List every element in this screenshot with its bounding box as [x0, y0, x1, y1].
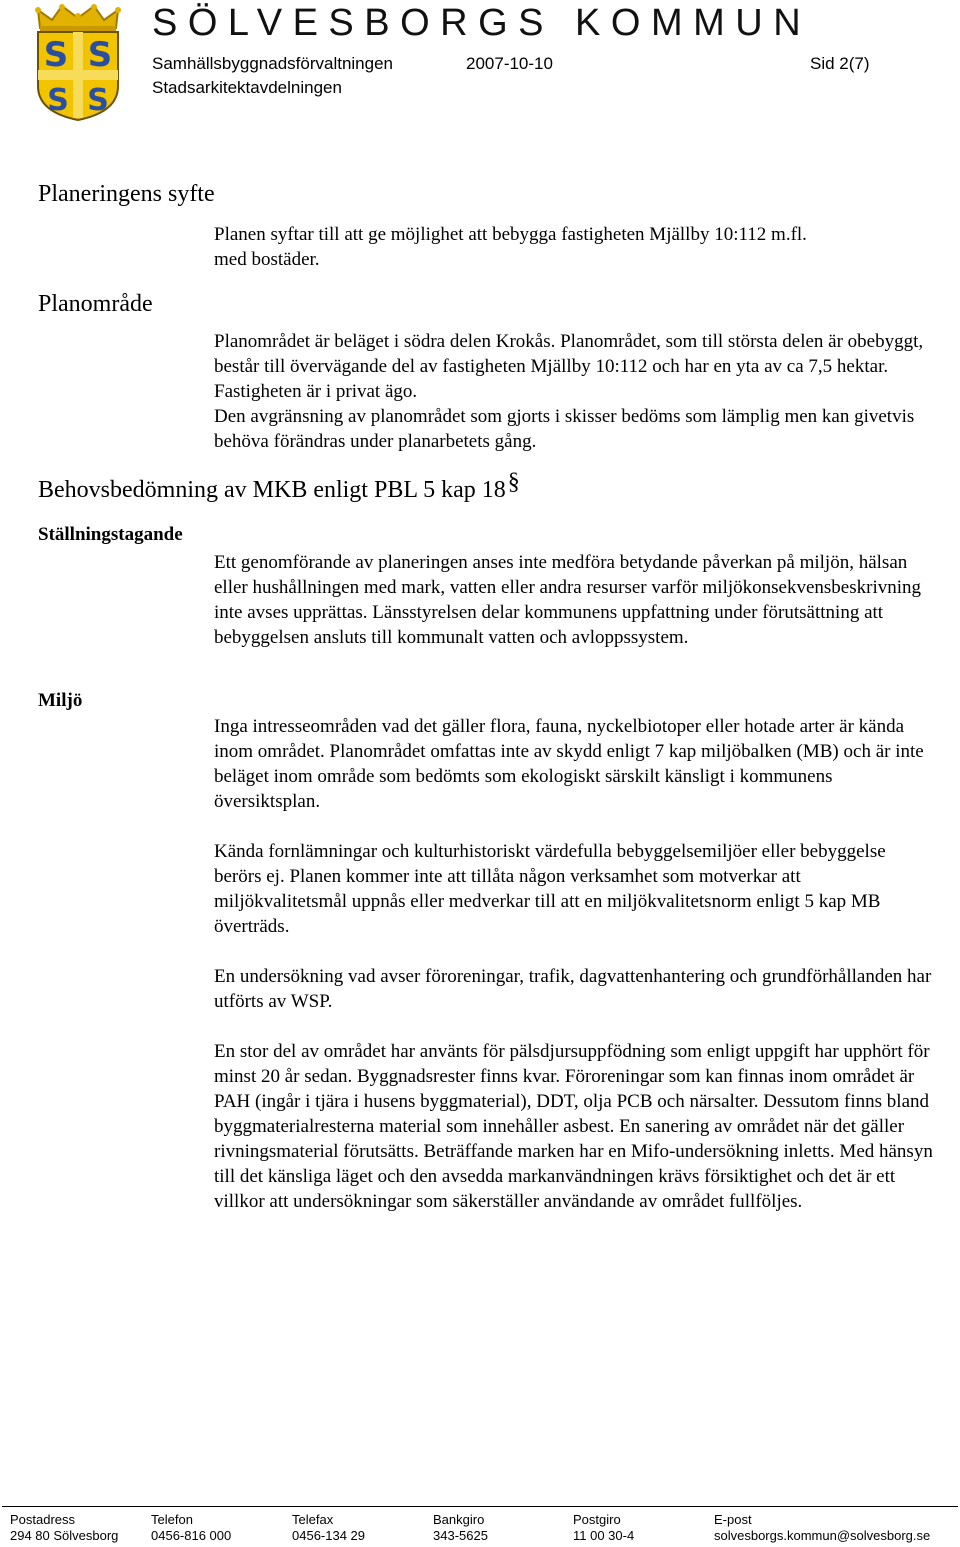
svg-text:S: S — [43, 35, 69, 75]
svg-text:S: S — [87, 35, 113, 75]
planeringens-syfte-paragraph: Planen syftar till att ge möjlighet att bebygga fastigheten Mjällby 10:112 m.fl. med bostäder. — [214, 224, 807, 270]
section-mark: § — [507, 469, 520, 495]
section-title-behovsbedomning — [38, 469, 520, 504]
label-miljo: Miljö — [38, 690, 83, 711]
footer-label-postadress: Postadress — [10, 1512, 76, 1527]
section-title-planeringens-syfte: Planeringens syfte — [38, 181, 215, 207]
miljo-paragraph: Kända fornlämningar och kulturhistoriskt värdefulla bebyggelsemiljöer eller bebyggelse berörs ej. Planen kommer inte att tillåta någon verksamhet som motverkar att miljökvalitetsmål uppnås eller medverkar till att en miljökvalitetsnorm enligt 5 kap MB överträds. — [214, 841, 886, 937]
municipal-crest-icon — [28, 4, 128, 122]
footer-value-telefon: 0456-816 000 — [151, 1528, 232, 1543]
miljo-paragraph: Inga intresseområden vad det gäller flora, fauna, nyckelbiotoper eller hotade arter är kända inom området. Planområdet omfattas inte av skydd enligt 7 kap miljöbalken (MB) och är inte beläget inom område som bedömts som ekologiskt särskilt känsligt i kommunens översiktsplan. — [214, 716, 924, 812]
organization-name: SÖLVESBORGS KOMMUN — [152, 2, 812, 44]
footer-value-telefax: 0456-134 29 — [292, 1528, 366, 1543]
footer-value-postgiro: 11 00 30-4 — [573, 1528, 635, 1543]
footer-label-postgiro: Postgiro — [573, 1512, 621, 1527]
label-stallningstagande: Ställningstagande — [38, 524, 183, 545]
stallningstagande-paragraph: Ett genomförande av planeringen anses inte medföra betydande påverkan på miljön, hälsan eller hushållningen med mark, vatten eller andra resurser varför miljökonsekvensbeskrivning inte avses upprättas. Länsstyrelsen delar kommunens uppfattning under förutsättning att bebyggelsen ansluts till kommunalt vatten och avloppssystem. — [214, 552, 921, 648]
planeringens-syfte-body — [214, 222, 824, 272]
stallningstagande-body — [214, 550, 940, 650]
behovsbedomning-title-text: Behovsbedömning av MKB enligt PBL 5 kap 18 — [38, 477, 506, 503]
footer-divider — [2, 1506, 958, 1507]
footer-value-bankgiro: 343-5625 — [433, 1528, 488, 1543]
footer-value-epost: solvesborgs.kommun@solvesborg.se — [714, 1528, 931, 1543]
department-name: Samhällsbyggnadsförvaltningen — [152, 54, 393, 73]
planomrade-paragraph: Planområdet är beläget i södra delen Krokås. Planområdet, som till största delen är obebyggt, består till övervägande del av fastigheten Mjällby 10:112 och har en yta av ca 7,5 hektar. Fastigheten är i privat ägo. — [214, 331, 924, 402]
section-title-planomrade: Planområde — [38, 291, 153, 317]
miljo-paragraph: En undersökning vad avser föroreningar, trafik, dagvattenhantering och grundförhållanden har utförts av WSP. — [214, 966, 932, 1012]
miljo-paragraph: En stor del av området har använts för pälsdjursuppfödning som enligt uppgift har upphört för minst 20 år sedan. Byggnadsrester finns kvar. Föroreningar som kan finnas inom området är PAH (ingår i tjära i husens byggmaterial), DDT, olja PCB och närsalter. Dessutom finns bland byggmaterialresterna material som innehåller asbest. En sanering av området när det gäller rivningsmaterial förutsätts. Beträffande marken har en Mifo-undersökning inletts. Med hänsyn till det känsliga läget och den avsedda markanvändningen krävs försiktighet och det är ett villkor att undersökningar som säkerställer användande av området fullföljes. — [214, 1041, 933, 1212]
footer-label-epost: E-post — [714, 1512, 752, 1527]
planomrade-body — [214, 329, 936, 454]
svg-text:S: S — [87, 83, 109, 118]
miljo-body — [214, 714, 936, 1214]
sub-department-name: Stadsarkitektavdelningen — [152, 78, 342, 97]
footer-value-postadress: 294 80 Sölvesborg — [10, 1528, 119, 1543]
planomrade-paragraph-2: Den avgränsning av planområdet som gjorts i skisser bedöms som lämplig men kan givetvis behöva förändras under planarbetets gång. — [214, 406, 915, 452]
page-number: Sid 2(7) — [810, 54, 870, 73]
footer-label-telefon: Telefon — [151, 1512, 193, 1527]
svg-text:S: S — [47, 83, 69, 118]
footer-label-bankgiro: Bankgiro — [433, 1512, 485, 1527]
footer-label-telefax: Telefax — [292, 1512, 334, 1527]
document-date: 2007-10-10 — [466, 54, 553, 73]
